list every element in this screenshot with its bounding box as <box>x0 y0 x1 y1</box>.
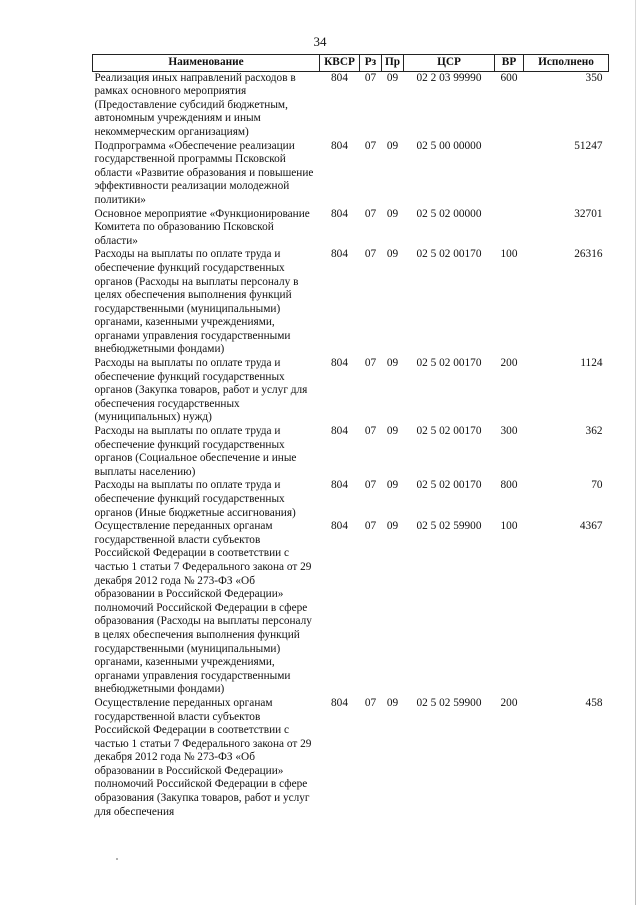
row-csr: 02 5 02 00170 <box>416 357 482 370</box>
row-vr: 800 <box>500 479 518 492</box>
row-rz: 07 <box>364 207 377 220</box>
row-rz: 07 <box>364 479 377 492</box>
row-pr: 09 <box>386 207 399 220</box>
table-row <box>93 248 609 357</box>
row-kvsr: 804 <box>331 357 348 370</box>
row-vr: 100 <box>500 520 518 533</box>
row-name: Реализация иных направлений расходов в рамках основного мероприятия (Предоставление субсидий бюджетным, автономным учреждениям и иным некоммерческим организациям) <box>94 71 296 138</box>
row-rz: 07 <box>364 696 377 709</box>
row-name: Основное мероприятие «Функционирование Комитета по образованию Псковской области» <box>94 207 310 247</box>
row-kvsr: 804 <box>331 207 348 220</box>
row-name: Расходы на выплаты по оплате труда и обеспечение функций государственных органов (Иные бюджетные ассигнования) <box>94 479 296 519</box>
row-pr: 09 <box>386 479 399 492</box>
row-kvsr: 804 <box>331 479 348 492</box>
row-vr <box>495 208 524 249</box>
header-rz: Рз <box>360 55 382 72</box>
row-name: Расходы на выплаты по оплате труда и обеспечение функций государственных органов (Закупка товаров, работ и услуг для обеспечения государственных (муниципальных) нужд) <box>94 357 308 424</box>
table-row <box>93 208 609 249</box>
row-rz: 07 <box>364 248 377 261</box>
row-kvsr: 804 <box>331 520 348 533</box>
row-pr: 09 <box>386 696 399 709</box>
row-vr: 200 <box>500 696 518 709</box>
row-amount: 4367 <box>579 520 603 533</box>
row-pr: 09 <box>386 71 399 84</box>
row-rz: 07 <box>364 520 377 533</box>
row-csr: 02 5 02 59900 <box>416 696 482 709</box>
row-kvsr: 804 <box>331 425 348 438</box>
row-name: Подпрограмма «Обеспечение реализации государственной программы Псковской области «Развитие образования и повышение эффективности реализации молодежной политики» <box>94 139 314 206</box>
row-csr: 02 5 02 00170 <box>416 248 482 261</box>
table-row <box>93 479 609 520</box>
row-kvsr: 804 <box>331 248 348 261</box>
row-rz: 07 <box>364 71 377 84</box>
row-amount: 32701 <box>574 207 603 220</box>
row-pr: 09 <box>386 357 399 370</box>
table-header-row <box>93 55 609 72</box>
header-pr: Пр <box>382 55 404 72</box>
header-name: Наименование <box>93 55 320 72</box>
row-vr: 300 <box>500 425 518 438</box>
row-csr: 02 5 02 00000 <box>416 207 482 220</box>
header-csr: ЦСР <box>404 55 495 72</box>
row-name: Осуществление переданных органам государственной власти субъектов Российской Федерации в соответствии с частью 1 статьи 7 Федерального закона от 29 декабря 2012 года № 273-ФЗ «Об образовании в Российской Федерации» полномочий Российской Федерации в сфере образования (Закупка товаров, работ и услуг для обеспечения <box>94 696 312 818</box>
table-row <box>93 425 609 479</box>
row-csr: 02 2 03 99990 <box>416 71 482 84</box>
scan-edge-line <box>635 0 636 905</box>
table-row <box>93 71 609 139</box>
row-rz: 07 <box>364 139 377 152</box>
row-csr: 02 5 02 00170 <box>416 479 482 492</box>
row-rz: 07 <box>364 425 377 438</box>
row-kvsr: 804 <box>331 696 348 709</box>
table-row <box>93 140 609 208</box>
row-pr: 09 <box>386 425 399 438</box>
row-amount: 51247 <box>574 139 603 152</box>
row-name: Осуществление переданных органам государственной власти субъектов Российской Федерации в соответствии с частью 1 статьи 7 Федерального закона от 29 декабря 2012 года № 273-ФЗ «Об образовании в Российской Федерации» полномочий Российской Федерации в сфере образования (Расходы на выплаты персоналу в целях обеспечения выполнения функций государственными (муниципальными) органами, казенными учреждениями, органами управления государственными внебюджетными фондами) <box>94 520 312 696</box>
header-vr: ВР <box>495 55 524 72</box>
row-kvsr: 804 <box>331 139 348 152</box>
budget-table <box>92 54 609 819</box>
row-vr: 600 <box>500 71 518 84</box>
page-number: 34 <box>313 34 327 49</box>
row-rz: 07 <box>364 357 377 370</box>
row-vr: 200 <box>500 357 518 370</box>
row-amount: 1124 <box>580 357 603 370</box>
row-name: Расходы на выплаты по оплате труда и обеспечение функций государственных органов (Расходы на выплаты персоналу в целях обеспечения выполнения функций государственными (муниципальными) органами, казенными учреждениями, органами управления государственными внебюджетными фондами) <box>94 248 299 356</box>
row-csr: 02 5 02 00170 <box>416 425 482 438</box>
row-pr: 09 <box>386 139 399 152</box>
table-row <box>93 357 609 425</box>
table-row <box>93 520 609 697</box>
row-pr: 09 <box>386 520 399 533</box>
row-amount: 458 <box>585 696 603 709</box>
header-amount: Исполнено <box>524 55 609 72</box>
row-csr: 02 5 02 59900 <box>416 520 482 533</box>
row-amount: 26316 <box>574 248 603 261</box>
row-kvsr: 804 <box>331 71 348 84</box>
row-amount: 70 <box>591 479 603 492</box>
row-amount: 350 <box>585 71 603 84</box>
row-vr: 100 <box>500 248 518 261</box>
scan-speck <box>116 858 118 860</box>
header-kvsr: КВСР <box>320 55 360 72</box>
table-row <box>93 697 609 819</box>
row-csr: 02 5 00 00000 <box>416 139 482 152</box>
row-vr <box>495 140 524 208</box>
row-pr: 09 <box>386 248 399 261</box>
row-name: Расходы на выплаты по оплате труда и обеспечение функций государственных органов (Социальное обеспечение и иные выплаты населению) <box>94 425 297 478</box>
row-amount: 362 <box>585 425 603 438</box>
